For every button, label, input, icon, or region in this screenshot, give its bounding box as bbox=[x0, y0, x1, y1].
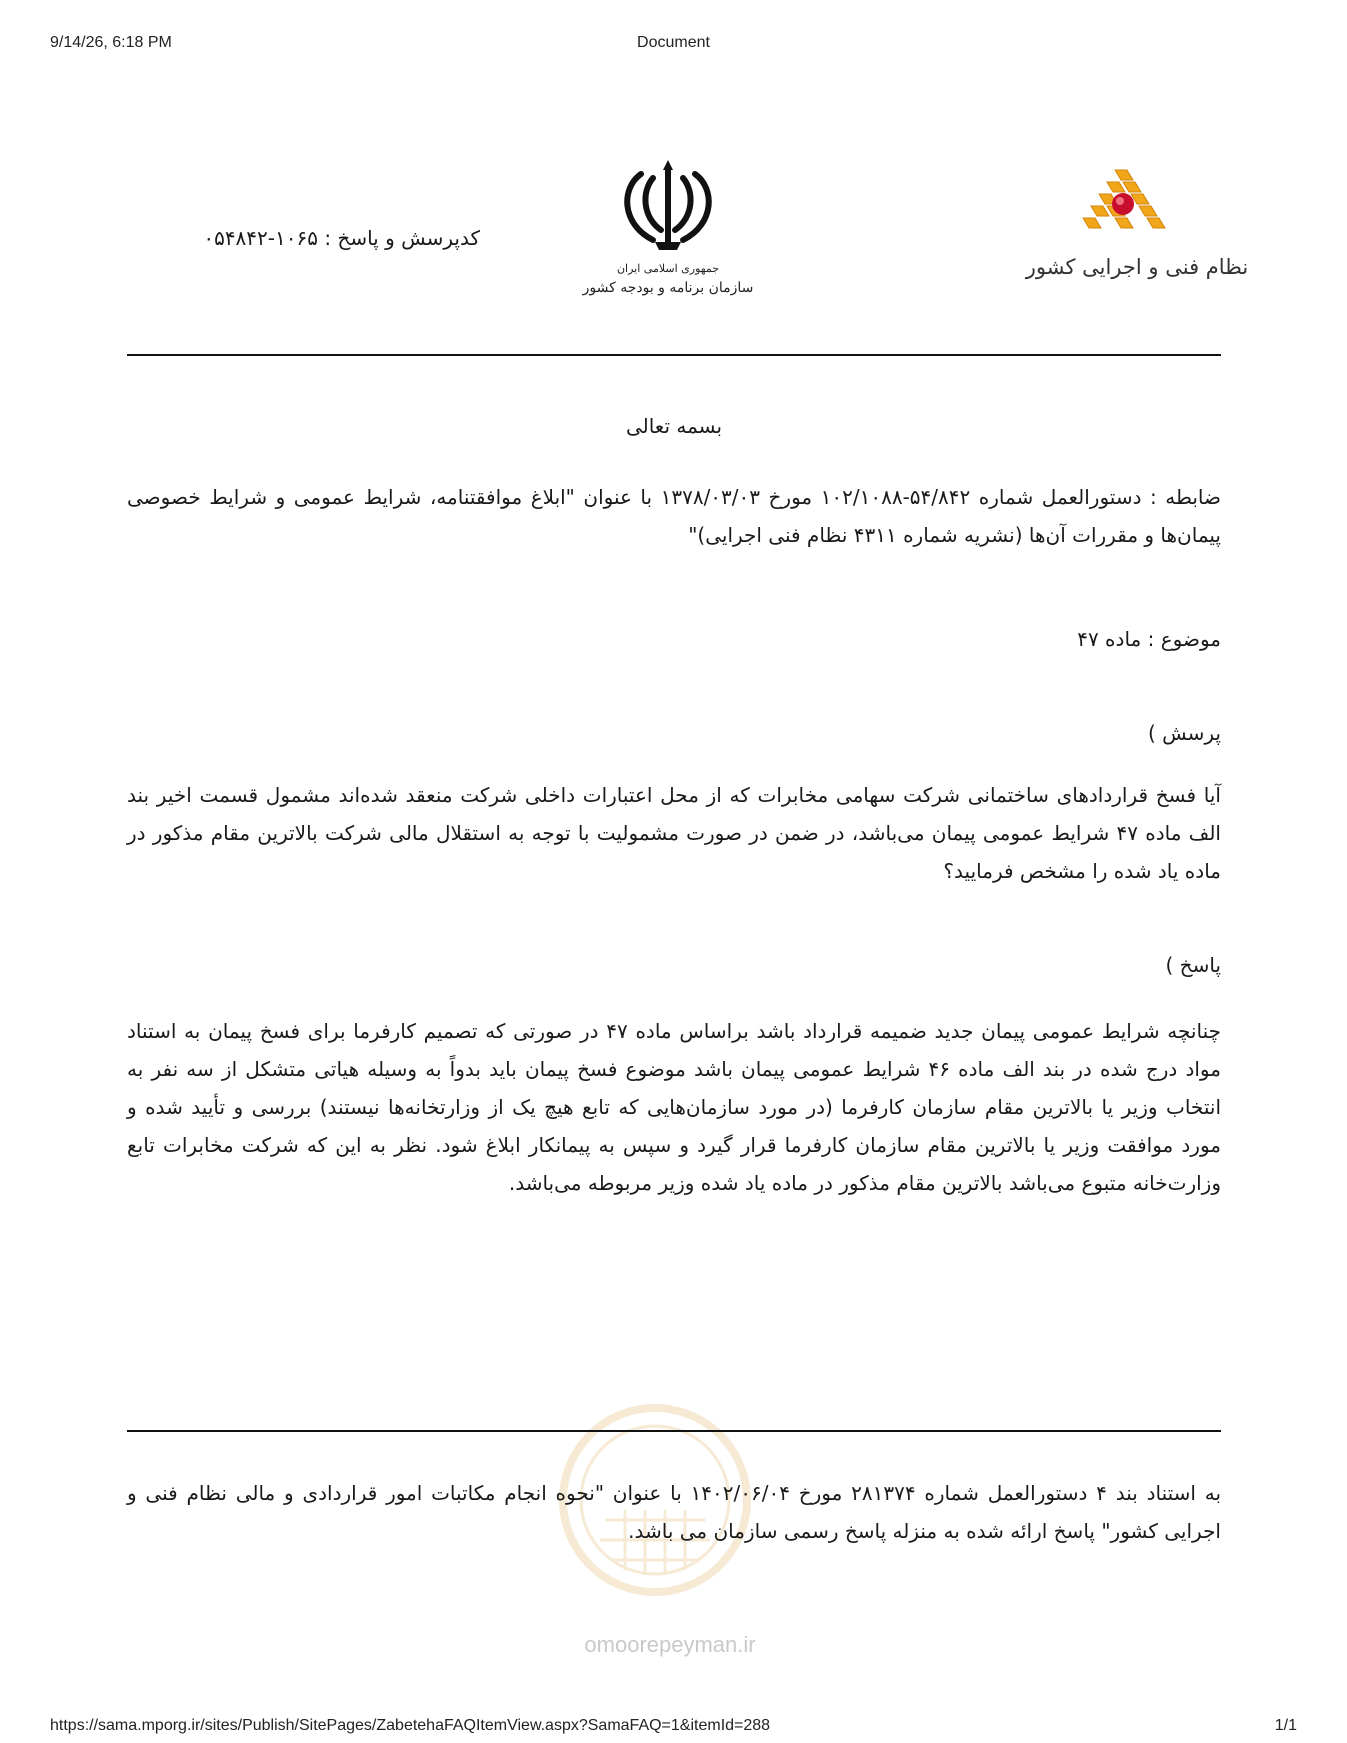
answer-label: پاسخ ) bbox=[1165, 953, 1221, 977]
pyramid-logo-icon bbox=[1025, 166, 1249, 306]
org-logo-text: نظام فنی و اجرایی کشور bbox=[1025, 255, 1249, 279]
subject-line: موضوع : ماده ۴۷ bbox=[1077, 627, 1221, 651]
print-doc-title: Document bbox=[637, 34, 710, 51]
iran-emblem bbox=[582, 160, 754, 308]
print-footer bbox=[0, 1717, 1347, 1739]
qa-code: کدپرسش و پاسخ : ۱۰۶۵-۰۵۴۸۴۲ bbox=[203, 226, 480, 250]
question-label: پرسش ) bbox=[1147, 721, 1221, 745]
invocation: بسمه تعالی bbox=[625, 414, 723, 438]
regulation-reference: ضابطه : دستورالعمل شماره ۵۴/۸۴۲-۱۰۲/۱۰۸۸ مورخ ۱۳۷۸/۰۳/۰۳ با عنوان "ابلاغ موافقتنامه، شرایط عمومی و شرایط خصوصی پیمان‌ها و مقررات آن‌ها (نشریه شماره ۴۳۱۱ نظام فنی اجرایی)" bbox=[127, 485, 1222, 547]
print-datetime: 9/14/26, 6:18 PM bbox=[50, 34, 172, 51]
question-text: آیا فسخ قراردادهای ساختمانی شرکت سهامی مخابرات که از محل اعتبارات داخلی شرکت منعقد شده‌اند مشمول قسمت اخیر بند الف ماده ۴۷ شرایط عمومی پیمان می‌باشد، در ضمن در صورت مشمولیت با توجه به استقلال مالی شرکت بالاترین مقام مذکور در ماده یاد شده را مشخص فرمایید؟ bbox=[127, 783, 1221, 883]
emblem-icon bbox=[582, 160, 754, 308]
emblem-line2: سازمان برنامه و بودجه کشور bbox=[582, 280, 754, 296]
nezam-fanni-logo bbox=[1025, 166, 1249, 306]
print-url: https://sama.mporg.ir/sites/Publish/SitePages/ZabetehaFAQItemView.aspx?SamaFAQ=1&itemId=288 bbox=[50, 1717, 771, 1734]
emblem-line1: جمهوری اسلامی ایران bbox=[616, 262, 720, 275]
print-header bbox=[0, 34, 1347, 56]
print-page-count: 1/1 bbox=[1274, 1717, 1297, 1734]
footer-divider bbox=[127, 1430, 1221, 1432]
footer-note: به استناد بند ۴ دستورالعمل شماره ۲۸۱۳۷۴ مورخ ۱۴۰۲/۰۶/۰۴ با عنوان "نحوه انجام مکاتبات امور قراردادی و مالی نظام فنی و اجرایی کشور" پاسخ ارائه شده به منزله پاسخ رسمی سازمان می باشد. bbox=[127, 1481, 1222, 1543]
answer-text: چنانچه شرایط عمومی پیمان جدید ضمیمه قرارداد باشد براساس ماده ۴۷ در صورتی که تصمیم کارفرما برای فسخ پیمان به استناد مواد درج شده در بند الف ماده ۴۶ شرایط عمومی پیمان باشد موضوع فسخ پیمان باید بدواً به وسیله هیاتی متشکل از سه نفر به انتخاب وزیر یا بالاترین مقام سازمان کارفرما (در مورد سازمان‌هایی که تابع هیچ یک از وزارتخانه‌ها نیستند) بررسی و تأیید شده و مورد موافقت وزیر یا بالاترین مقام سازمان کارفرما قرار گیرد و سپس به پیمانکار ابلاغ شود. نظر به این که شرکت مخابرات تابع وزارت‌خانه متبوع می‌باشد بالاترین مقام مذکور در ماده یاد شده وزیر مربوطه می‌باشد. bbox=[127, 1019, 1221, 1195]
header-divider bbox=[127, 354, 1221, 356]
watermark-text: omoorepeyman.ir bbox=[584, 1632, 756, 1657]
